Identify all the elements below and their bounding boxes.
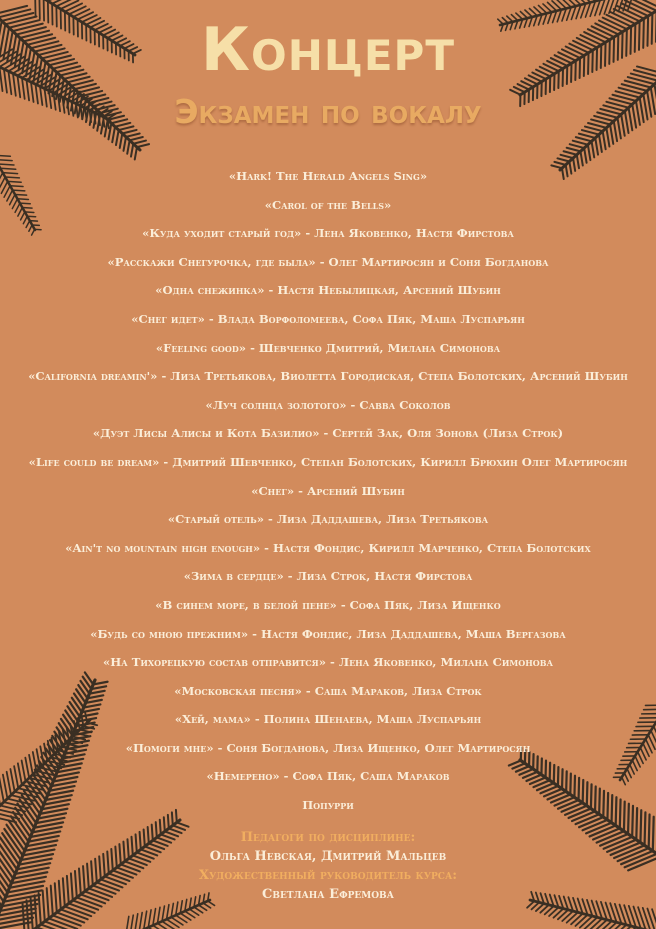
program-item: «Ain't no mountain high enough» - Настя Фондис, Кирилл Марченко, Степа Болотских [65, 540, 591, 555]
program-item: «В синем море, в белой пене» - Софа Пяк, Лиза Ищенко [155, 597, 501, 612]
program-item: «Расскажи Снегурочка, где была» - Олег Мартиросян и Соня Богданова [107, 254, 549, 269]
program-item: «На Тихорецкую состав отправится» - Лена Яковенко, Милана Симонова [102, 655, 554, 670]
program-item: «Помоги мне» - Соня Богданова, Лиза Ищенко, Олег Мартиросян [125, 740, 531, 755]
program-item: «California dreamin'» - Лиза Третьякова, Виолетта Городиская, Степа Болотских, Арсений Шубин [28, 369, 628, 384]
program-item: «Life could be dream» - Дмитрий Шевченко, Степан Болотских, Кирилл Брюхин Олег Мартиросян [28, 454, 628, 469]
teachers-label: Педагоги по дисциплине: [240, 830, 416, 845]
program-item: «Старый отель» - Лиза Даддашева, Лиза Третьякова [167, 512, 489, 527]
program-item: «Feeling good» - Шевченко Дмитрий, Милана Симонова [155, 340, 501, 355]
program-item: «Хей, мама» - Полина Шенаева, Маша Луспарьян [174, 712, 482, 727]
program-item: «Будь со мною прежним» - Настя Фондис, Лиза Даддашева, Маша Вергазова [90, 626, 566, 641]
credits [0, 828, 656, 904]
program-item: Попурри [302, 798, 354, 813]
program-item: «Одна снежинка» - Настя Небылицкая, Арсений Шубин [155, 283, 501, 298]
director-name: Светлана Ефремова [262, 887, 394, 902]
program-item: «Немерено» - Софа Пяк, Саша Мараков [206, 769, 450, 784]
director-label: Художественный руководитель курса: [198, 868, 458, 883]
program-item: «Снег идет» - Влада Ворфоломеева, Софа Пяк, Маша Луспарьян [131, 311, 525, 326]
program-list [8, 162, 648, 820]
program-item: «Куда уходит старый год» - Лена Яковенко, Настя Фирстова [142, 226, 514, 241]
teachers-names: Ольга Невская, Дмитрий Мальцев [209, 849, 447, 864]
program-item: «Зима в сердце» - Лиза Строк, Настя Фирстова [183, 569, 473, 584]
program-item: «Снег» - Арсений Шубин [251, 483, 405, 498]
poster-subtitle: Экзамен по вокалу [174, 92, 482, 131]
program-item: «Московская песня» - Саша Мараков, Лиза Строк [174, 683, 482, 698]
program-item: «Carol of the Bells» [264, 197, 392, 212]
program-item: «Дуэт Лисы Алисы и Кота Базилио» - Сергей Зак, Оля Зонова (Лиза Строк) [92, 426, 564, 441]
program-item: «Луч солнца золотого» - Савва Соколов [205, 397, 451, 412]
poster-title: Концерт [201, 15, 455, 85]
program-item: «Hark! The Herald Angels Sing» [228, 169, 428, 183]
